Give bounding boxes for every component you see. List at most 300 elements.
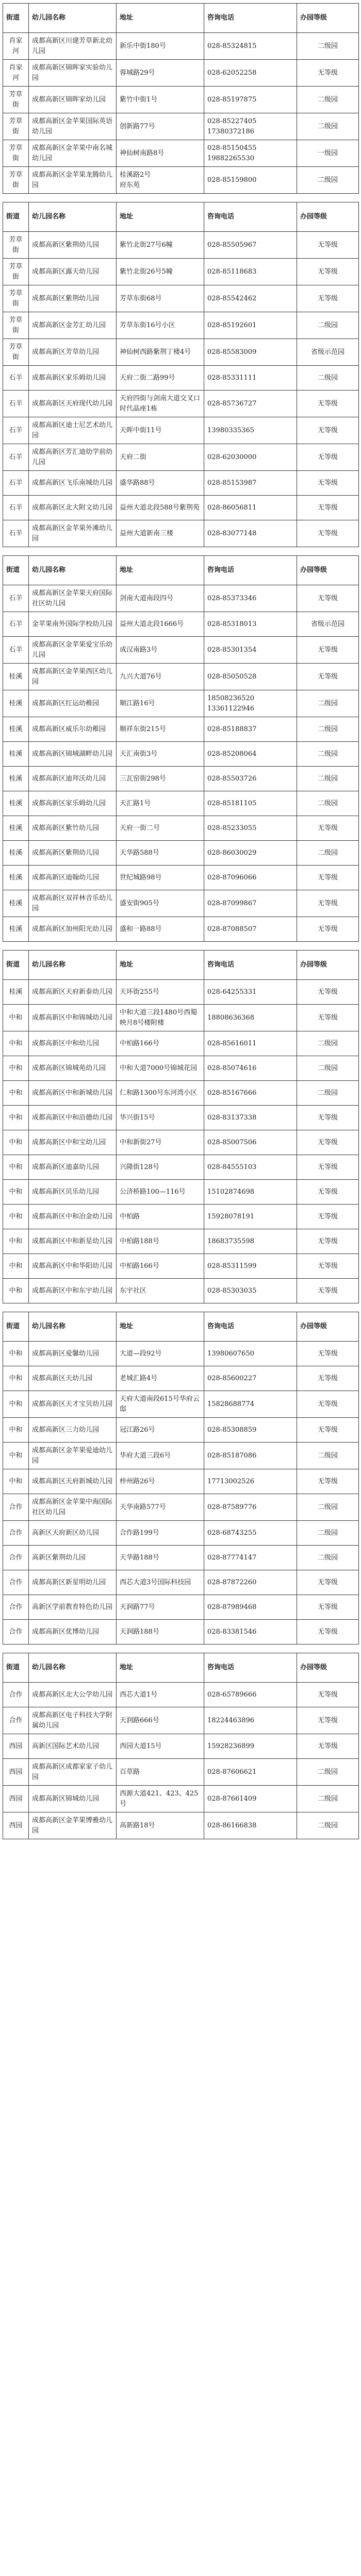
table-row bbox=[3, 585, 359, 612]
cell-phone: 028-85181105 bbox=[204, 791, 297, 816]
cell-street: 肖家河 bbox=[3, 60, 29, 87]
cell-name: 成都高新区川建芳草新北幼儿园 bbox=[29, 33, 117, 60]
cell-phone: 028-85505967 bbox=[204, 232, 297, 259]
cell-street: 中和 bbox=[3, 1205, 29, 1229]
cell-addr: 高新路18号 bbox=[117, 1812, 204, 1839]
cell-addr: 紫竹中街1号 bbox=[117, 87, 204, 113]
cell-name: 成都高新区中和沿德幼儿园 bbox=[29, 1106, 117, 1130]
cell-addr: 华兴街15号 bbox=[117, 1106, 204, 1130]
cell-phone: 028-87872260 bbox=[204, 1570, 297, 1595]
cell-level: 无等级 bbox=[297, 1342, 359, 1366]
cell-street: 芳草街 bbox=[3, 87, 29, 113]
cell-addr: 天府大道南段615号华府云邸 bbox=[117, 1391, 204, 1418]
table-row bbox=[3, 444, 359, 471]
cell-name: 成都高新区中和华阳幼儿园 bbox=[29, 1254, 117, 1279]
cell-name: 成都高新区芳草幼儿园 bbox=[29, 339, 117, 366]
cell-phone: 028-87989468 bbox=[204, 1595, 297, 1620]
table-row bbox=[3, 612, 359, 637]
cell-level: 无等级 bbox=[297, 1005, 359, 1031]
cell-name: 成都高新区双祥林音乐幼儿园 bbox=[29, 890, 117, 917]
cell-phone: 028-85600227 bbox=[204, 1366, 297, 1391]
cell-level: 无等级 bbox=[297, 664, 359, 690]
cell-addr: 兴隆街128号 bbox=[117, 1155, 204, 1180]
cell-level: 无等级 bbox=[297, 60, 359, 87]
cell-level: 无等级 bbox=[297, 1254, 359, 1279]
cell-phone: 15828688774 bbox=[204, 1391, 297, 1418]
cell-street: 中和 bbox=[3, 1279, 29, 1303]
cell-phone: 028-85153987 bbox=[204, 471, 297, 496]
cell-street: 芳草街 bbox=[3, 312, 29, 339]
cell-name: 成都高新区金苹果博雅幼儿园 bbox=[29, 1812, 117, 1839]
cell-level: 无等级 bbox=[297, 391, 359, 417]
table-row bbox=[3, 1546, 359, 1570]
cell-addr: 九兴大道76号 bbox=[117, 664, 204, 690]
table-row bbox=[3, 791, 359, 816]
cell-addr: 创新路77号 bbox=[117, 113, 204, 140]
cell-phone: 028-65789666 bbox=[204, 1683, 297, 1707]
cell-phone: 028-85303035 bbox=[204, 1279, 297, 1303]
cell-street: 芳草街 bbox=[3, 285, 29, 312]
cell-level: 无等级 bbox=[297, 1683, 359, 1707]
cell-name: 成都高新区锦城湖畔幼儿园 bbox=[29, 742, 117, 767]
header-row bbox=[3, 4, 359, 33]
table-row bbox=[3, 1342, 359, 1366]
table-row bbox=[3, 816, 359, 841]
cell-phone: 028-85074616 bbox=[204, 1056, 297, 1081]
table-row bbox=[3, 1469, 359, 1494]
cell-level: 无等级 bbox=[297, 1570, 359, 1595]
cell-addr: 中柏路166号 bbox=[117, 1031, 204, 1056]
cell-name: 成都高新区中和幼儿园 bbox=[29, 1031, 117, 1056]
cell-name: 高新区天府新区幼儿园 bbox=[29, 1521, 117, 1546]
table-row bbox=[3, 1254, 359, 1279]
column-header: 幼儿园名称 bbox=[29, 202, 117, 232]
cell-phone: 13980607650 bbox=[204, 1342, 297, 1366]
table-row bbox=[3, 60, 359, 87]
cell-phone: 028-64255331 bbox=[204, 980, 297, 1005]
cell-level: 无等级 bbox=[297, 1469, 359, 1494]
cell-street: 石羊 bbox=[3, 637, 29, 664]
cell-level: 无等级 bbox=[297, 444, 359, 471]
cell-street: 芳草街 bbox=[3, 339, 29, 366]
column-header: 幼儿园名称 bbox=[29, 1653, 117, 1683]
table-row bbox=[3, 1734, 359, 1759]
cell-street: 中和 bbox=[3, 1005, 29, 1031]
cell-name: 成都高新区中和宝幼儿园 bbox=[29, 1130, 117, 1155]
column-header: 办园等级 bbox=[297, 1653, 359, 1683]
cell-phone: 028-85192601 bbox=[204, 312, 297, 339]
cell-level: 无等级 bbox=[297, 417, 359, 444]
column-header: 咨询电话 bbox=[204, 202, 297, 232]
cell-level: 无等级 bbox=[297, 1205, 359, 1229]
cell-addr: 仁和路1300号东河湾小区 bbox=[117, 1081, 204, 1106]
table-row bbox=[3, 1418, 359, 1443]
table-row bbox=[3, 767, 359, 791]
cell-street: 西园 bbox=[3, 1734, 29, 1759]
table-row bbox=[3, 1707, 359, 1734]
cell-addr: 天华南路577号 bbox=[117, 1494, 204, 1521]
cell-name: 成都高新区家乐姆幼儿园 bbox=[29, 366, 117, 391]
cell-level: 无等级 bbox=[297, 1279, 359, 1303]
cell-name: 成都高新区芳汇迪幼学前幼儿园 bbox=[29, 444, 117, 471]
cell-phone: 028-86056811 bbox=[204, 496, 297, 520]
table-row bbox=[3, 1494, 359, 1521]
cell-addr: 大道—段92号 bbox=[117, 1342, 204, 1366]
column-header: 地址 bbox=[117, 1312, 204, 1342]
cell-name: 成都高新区金苹果天府国际社区幼儿园 bbox=[29, 585, 117, 612]
cell-street: 芳草街 bbox=[3, 259, 29, 285]
cell-street: 合作 bbox=[3, 1683, 29, 1707]
cell-addr: 中柏路188号 bbox=[117, 1229, 204, 1254]
cell-addr: 剑南大道南段四号 bbox=[117, 585, 204, 612]
cell-level: 无等级 bbox=[297, 917, 359, 942]
table-row bbox=[3, 1130, 359, 1155]
cell-name: 成都高新区金苹果龙腾幼儿园 bbox=[29, 167, 117, 194]
column-header: 地址 bbox=[117, 202, 204, 232]
cell-name: 成都高新区紫荆幼儿园 bbox=[29, 841, 117, 866]
cell-street: 中和 bbox=[3, 1443, 29, 1469]
cell-name: 成都高新区北大附文幼儿园 bbox=[29, 496, 117, 520]
column-header: 街道 bbox=[3, 1653, 29, 1683]
cell-street: 西园 bbox=[3, 1812, 29, 1839]
cell-level: 二级园 bbox=[297, 767, 359, 791]
table-row bbox=[3, 1759, 359, 1786]
cell-level: 二级园 bbox=[297, 1081, 359, 1106]
cell-street: 桂溪 bbox=[3, 841, 29, 866]
cell-addr: 桂溪路2号 府东苑 bbox=[117, 167, 204, 194]
cell-level: 无等级 bbox=[297, 1229, 359, 1254]
cell-level: 无等级 bbox=[297, 471, 359, 496]
cell-phone: 028-87088507 bbox=[204, 917, 297, 942]
cell-name: 成都高新区金苹果中南名城幼儿园 bbox=[29, 140, 117, 167]
table-row bbox=[3, 1812, 359, 1839]
cell-level: 二级园 bbox=[297, 1521, 359, 1546]
cell-phone: 028-85118683 bbox=[204, 259, 297, 285]
column-header: 咨询电话 bbox=[204, 1312, 297, 1342]
cell-level: 无等级 bbox=[297, 232, 359, 259]
table-row bbox=[3, 637, 359, 664]
cell-street: 桂溪 bbox=[3, 917, 29, 942]
cell-addr: 中和大道7000号锦城花园 bbox=[117, 1056, 204, 1081]
cell-name: 成都高新区新星明幼儿园 bbox=[29, 1570, 117, 1595]
cell-addr: 芳草东街68号 bbox=[117, 285, 204, 312]
cell-level: 无等级 bbox=[297, 816, 359, 841]
cell-name: 成都高新区金苹果国际英语幼儿园 bbox=[29, 113, 117, 140]
cell-street: 中和 bbox=[3, 1081, 29, 1106]
cell-phone: 028-87774147 bbox=[204, 1546, 297, 1570]
cell-addr: 天润路77号 bbox=[117, 1595, 204, 1620]
cell-addr: 天润路666号 bbox=[117, 1707, 204, 1734]
cell-name: 高新区紫荆幼儿园 bbox=[29, 1546, 117, 1570]
table-row bbox=[3, 1031, 359, 1056]
table-row bbox=[3, 285, 359, 312]
cell-addr: 合作路199号 bbox=[117, 1521, 204, 1546]
cell-addr: 公济桥路100—116号 bbox=[117, 1180, 204, 1205]
cell-name: 成都高新区锦晖家幼儿园 bbox=[29, 87, 117, 113]
cell-addr: 天府一街二号 bbox=[117, 816, 204, 841]
cell-street: 中和 bbox=[3, 1469, 29, 1494]
table-row bbox=[3, 1205, 359, 1229]
cell-addr: 顺江路16号 bbox=[117, 690, 204, 717]
table-row bbox=[3, 1106, 359, 1130]
cell-name: 成都高新区优博幼儿园 bbox=[29, 1620, 117, 1645]
cell-name: 成都高新区迪士尼艺术幼儿园 bbox=[29, 417, 117, 444]
cell-street: 合作 bbox=[3, 1521, 29, 1546]
header-row bbox=[3, 556, 359, 585]
column-header: 街道 bbox=[3, 951, 29, 980]
cell-addr: 天汇路1号 bbox=[117, 791, 204, 816]
table-row bbox=[3, 140, 359, 167]
table-row bbox=[3, 366, 359, 391]
column-header: 咨询电话 bbox=[204, 1653, 297, 1683]
table-row bbox=[3, 1595, 359, 1620]
cell-phone: 028-87606621 bbox=[204, 1759, 297, 1786]
table-row bbox=[3, 1056, 359, 1081]
cell-name: 成都高新区家乐姆幼儿园 bbox=[29, 791, 117, 816]
cell-street: 合作 bbox=[3, 1620, 29, 1645]
cell-phone: 028-87099867 bbox=[204, 890, 297, 917]
cell-street: 中和 bbox=[3, 1418, 29, 1443]
table-row bbox=[3, 866, 359, 890]
cell-addr: 冠江路26号 bbox=[117, 1418, 204, 1443]
cell-level: 无等级 bbox=[297, 1391, 359, 1418]
cell-phone: 028-85318013 bbox=[204, 612, 297, 637]
table-row bbox=[3, 1081, 359, 1106]
column-header: 办园等级 bbox=[297, 1312, 359, 1342]
cell-street: 中和 bbox=[3, 1056, 29, 1081]
cell-phone: 028-85373346 bbox=[204, 585, 297, 612]
cell-name: 成都高新区中和新星幼儿园 bbox=[29, 1229, 117, 1254]
cell-level: 无等级 bbox=[297, 1734, 359, 1759]
cell-addr: 西芯大道1号 bbox=[117, 1683, 204, 1707]
column-header: 幼儿园名称 bbox=[29, 556, 117, 585]
cell-level: 二级园 bbox=[297, 1494, 359, 1521]
cell-street: 中和 bbox=[3, 1229, 29, 1254]
cell-name: 成都高新区金苹果中海国际社区幼儿园 bbox=[29, 1494, 117, 1521]
cell-name: 成都高新区成都家家子幼儿园 bbox=[29, 1759, 117, 1786]
cell-name: 金苹果南外国际学校幼儿园 bbox=[29, 612, 117, 637]
cell-phone: 028-62030000 bbox=[204, 444, 297, 471]
kindergarten-table bbox=[3, 555, 359, 942]
cell-name: 成都高新区紫竹幼儿园 bbox=[29, 816, 117, 841]
cell-name: 成都高新区天府新泰幼儿园 bbox=[29, 980, 117, 1005]
table-row bbox=[3, 1521, 359, 1546]
cell-addr: 天府四街与剑南大道交叉口时代晶座1栋 bbox=[117, 391, 204, 417]
cell-street: 西园 bbox=[3, 1759, 29, 1786]
column-header: 办园等级 bbox=[297, 4, 359, 33]
table-row bbox=[3, 1155, 359, 1180]
table-section bbox=[0, 552, 361, 947]
cell-phone: 028-86166838 bbox=[204, 1812, 297, 1839]
column-header: 幼儿园名称 bbox=[29, 4, 117, 33]
cell-level: 无等级 bbox=[297, 1106, 359, 1130]
kindergarten-table bbox=[3, 1312, 359, 1645]
cell-phone: 028-85324815 bbox=[204, 33, 297, 60]
table-row bbox=[3, 167, 359, 194]
cell-phone: 028-85227405 17380372186 bbox=[204, 113, 297, 140]
cell-addr: 顺祥东街215号 bbox=[117, 717, 204, 742]
cell-phone: 18683735598 bbox=[204, 1229, 297, 1254]
table-row bbox=[3, 339, 359, 366]
cell-name: 成都高新区天幼儿园 bbox=[29, 1366, 117, 1391]
cell-addr: 东宇社区 bbox=[117, 1279, 204, 1303]
cell-name: 成都高新区迪翰幼儿园 bbox=[29, 866, 117, 890]
cell-name: 成都高新区金芳汇幼儿园 bbox=[29, 312, 117, 339]
cell-phone: 028-62052258 bbox=[204, 60, 297, 87]
cell-level: 二级园 bbox=[297, 791, 359, 816]
table-section bbox=[0, 947, 361, 1309]
table-row bbox=[3, 1443, 359, 1469]
cell-addr: 益州大道北段1666号 bbox=[117, 612, 204, 637]
column-header: 地址 bbox=[117, 951, 204, 980]
cell-addr: 西园大道15号 bbox=[117, 1734, 204, 1759]
column-header: 街道 bbox=[3, 556, 29, 585]
cell-addr: 天环街255号 bbox=[117, 980, 204, 1005]
cell-street: 合作 bbox=[3, 1707, 29, 1734]
cell-level: 无等级 bbox=[297, 1366, 359, 1391]
cell-street: 合作 bbox=[3, 1546, 29, 1570]
header-row bbox=[3, 1653, 359, 1683]
cell-street: 桂溪 bbox=[3, 767, 29, 791]
cell-street: 肖家河 bbox=[3, 33, 29, 60]
cell-phone: 028-86030029 bbox=[204, 841, 297, 866]
table-row bbox=[3, 471, 359, 496]
cell-street: 合作 bbox=[3, 1595, 29, 1620]
cell-street: 中和 bbox=[3, 1155, 29, 1180]
cell-addr: 世纪城路98号 bbox=[117, 866, 204, 890]
cell-level: 二级园 bbox=[297, 717, 359, 742]
cell-street: 石羊 bbox=[3, 366, 29, 391]
cell-name: 成都高新区爱馨幼儿园 bbox=[29, 1342, 117, 1366]
cell-street: 芳草街 bbox=[3, 140, 29, 167]
cell-street: 石羊 bbox=[3, 496, 29, 520]
cell-name: 成都高新区天府现代幼儿园 bbox=[29, 391, 117, 417]
cell-phone: 028-85542462 bbox=[204, 285, 297, 312]
cell-addr: 神仙树南路8号 bbox=[117, 140, 204, 167]
cell-name: 高新区学前教育特色幼儿园 bbox=[29, 1595, 117, 1620]
cell-name: 成都高新区紫荆幼儿园 bbox=[29, 232, 117, 259]
cell-addr: 蓉城路29号 bbox=[117, 60, 204, 87]
cell-street: 石羊 bbox=[3, 585, 29, 612]
cell-addr: 益州大道新南三楼 bbox=[117, 520, 204, 547]
cell-name: 成都高新区迪嘉幼儿园 bbox=[29, 1155, 117, 1180]
cell-street: 中和 bbox=[3, 1342, 29, 1366]
cell-name: 成都高新区电子科技大学附属幼儿园 bbox=[29, 1707, 117, 1734]
column-header: 地址 bbox=[117, 4, 204, 33]
table-row bbox=[3, 1279, 359, 1303]
cell-level: 无等级 bbox=[297, 1707, 359, 1734]
cell-addr: 天华路188号 bbox=[117, 1546, 204, 1570]
cell-phone: 028-85308859 bbox=[204, 1418, 297, 1443]
cell-street: 中和 bbox=[3, 1031, 29, 1056]
table-section bbox=[0, 199, 361, 552]
cell-name: 成都高新区加州阳光幼儿园 bbox=[29, 917, 117, 942]
cell-phone: 028-85150455 19882265530 bbox=[204, 140, 297, 167]
table-row bbox=[3, 1366, 359, 1391]
table-row bbox=[3, 717, 359, 742]
cell-street: 合作 bbox=[3, 1494, 29, 1521]
cell-street: 桂溪 bbox=[3, 890, 29, 917]
cell-phone: 18808636368 bbox=[204, 1005, 297, 1031]
cell-street: 桂溪 bbox=[3, 791, 29, 816]
cell-addr: 天汇南街3号 bbox=[117, 742, 204, 767]
cell-level: 二级园 bbox=[297, 1056, 359, 1081]
table-section bbox=[0, 1309, 361, 1650]
cell-name: 成都高新区威乐尔幼稚园 bbox=[29, 717, 117, 742]
cell-phone: 028-85503726 bbox=[204, 767, 297, 791]
cell-addr: 紫竹北街26号5幢 bbox=[117, 259, 204, 285]
column-header: 地址 bbox=[117, 556, 204, 585]
cell-phone: 028-85159800 bbox=[204, 167, 297, 194]
cell-level: 无等级 bbox=[297, 496, 359, 520]
cell-addr: 天润路188号 bbox=[117, 1620, 204, 1645]
column-header: 街道 bbox=[3, 1312, 29, 1342]
column-header: 幼儿园名称 bbox=[29, 1312, 117, 1342]
cell-phone: 028-85188837 bbox=[204, 717, 297, 742]
kindergarten-table bbox=[3, 950, 359, 1303]
table-row bbox=[3, 496, 359, 520]
column-header: 办园等级 bbox=[297, 556, 359, 585]
table-row bbox=[3, 980, 359, 1005]
cell-level: 二级园 bbox=[297, 1812, 359, 1839]
cell-name: 成都高新区紫荆幼儿园 bbox=[29, 285, 117, 312]
cell-addr: 中柏路 bbox=[117, 1205, 204, 1229]
cell-level: 二级园 bbox=[297, 690, 359, 717]
column-header: 咨询电话 bbox=[204, 951, 297, 980]
cell-name: 成都高新区飞乐南城幼儿园 bbox=[29, 471, 117, 496]
cell-phone: 028-68743255 bbox=[204, 1521, 297, 1546]
table-row bbox=[3, 33, 359, 60]
cell-addr: 益州大道北段588号紫荆苑 bbox=[117, 496, 204, 520]
column-header: 街道 bbox=[3, 202, 29, 232]
cell-name: 成都高新区中和东宇幼儿园 bbox=[29, 1279, 117, 1303]
table-row bbox=[3, 113, 359, 140]
table-row bbox=[3, 890, 359, 917]
kindergarten-table bbox=[3, 3, 359, 194]
cell-street: 合作 bbox=[3, 1570, 29, 1595]
cell-street: 桂溪 bbox=[3, 742, 29, 767]
table-row bbox=[3, 917, 359, 942]
cell-phone: 028-85050528 bbox=[204, 664, 297, 690]
cell-level: 一级园 bbox=[297, 140, 359, 167]
kindergarten-table bbox=[3, 202, 359, 547]
cell-street: 桂溪 bbox=[3, 866, 29, 890]
table-row bbox=[3, 1391, 359, 1418]
cell-addr: 天华路588号 bbox=[117, 841, 204, 866]
cell-phone: 18224463896 bbox=[204, 1707, 297, 1734]
cell-level: 无等级 bbox=[297, 866, 359, 890]
cell-addr: 百草路 bbox=[117, 1759, 204, 1786]
cell-addr: 三瓦窑街298号 bbox=[117, 767, 204, 791]
cell-name: 成都高新区北大公学幼儿园 bbox=[29, 1683, 117, 1707]
table-row bbox=[3, 1683, 359, 1707]
table-section bbox=[0, 1650, 361, 1844]
cell-addr: 盛和一路88号 bbox=[117, 917, 204, 942]
cell-addr: 天府二街二路99号 bbox=[117, 366, 204, 391]
cell-level: 无等级 bbox=[297, 520, 359, 547]
cell-street: 中和 bbox=[3, 1254, 29, 1279]
cell-phone: 15928078191 bbox=[204, 1205, 297, 1229]
cell-level: 无等级 bbox=[297, 980, 359, 1005]
cell-addr: 神仙树西路紫荆丁楼4号 bbox=[117, 339, 204, 366]
cell-name: 成都高新区金苹果外滩幼儿园 bbox=[29, 520, 117, 547]
header-row bbox=[3, 951, 359, 980]
cell-name: 成都高新区金苹果爱宝乐幼儿园 bbox=[29, 637, 117, 664]
cell-addr: 成汉南路3号 bbox=[117, 637, 204, 664]
column-header: 幼儿园名称 bbox=[29, 951, 117, 980]
table-row bbox=[3, 417, 359, 444]
table-row bbox=[3, 1229, 359, 1254]
